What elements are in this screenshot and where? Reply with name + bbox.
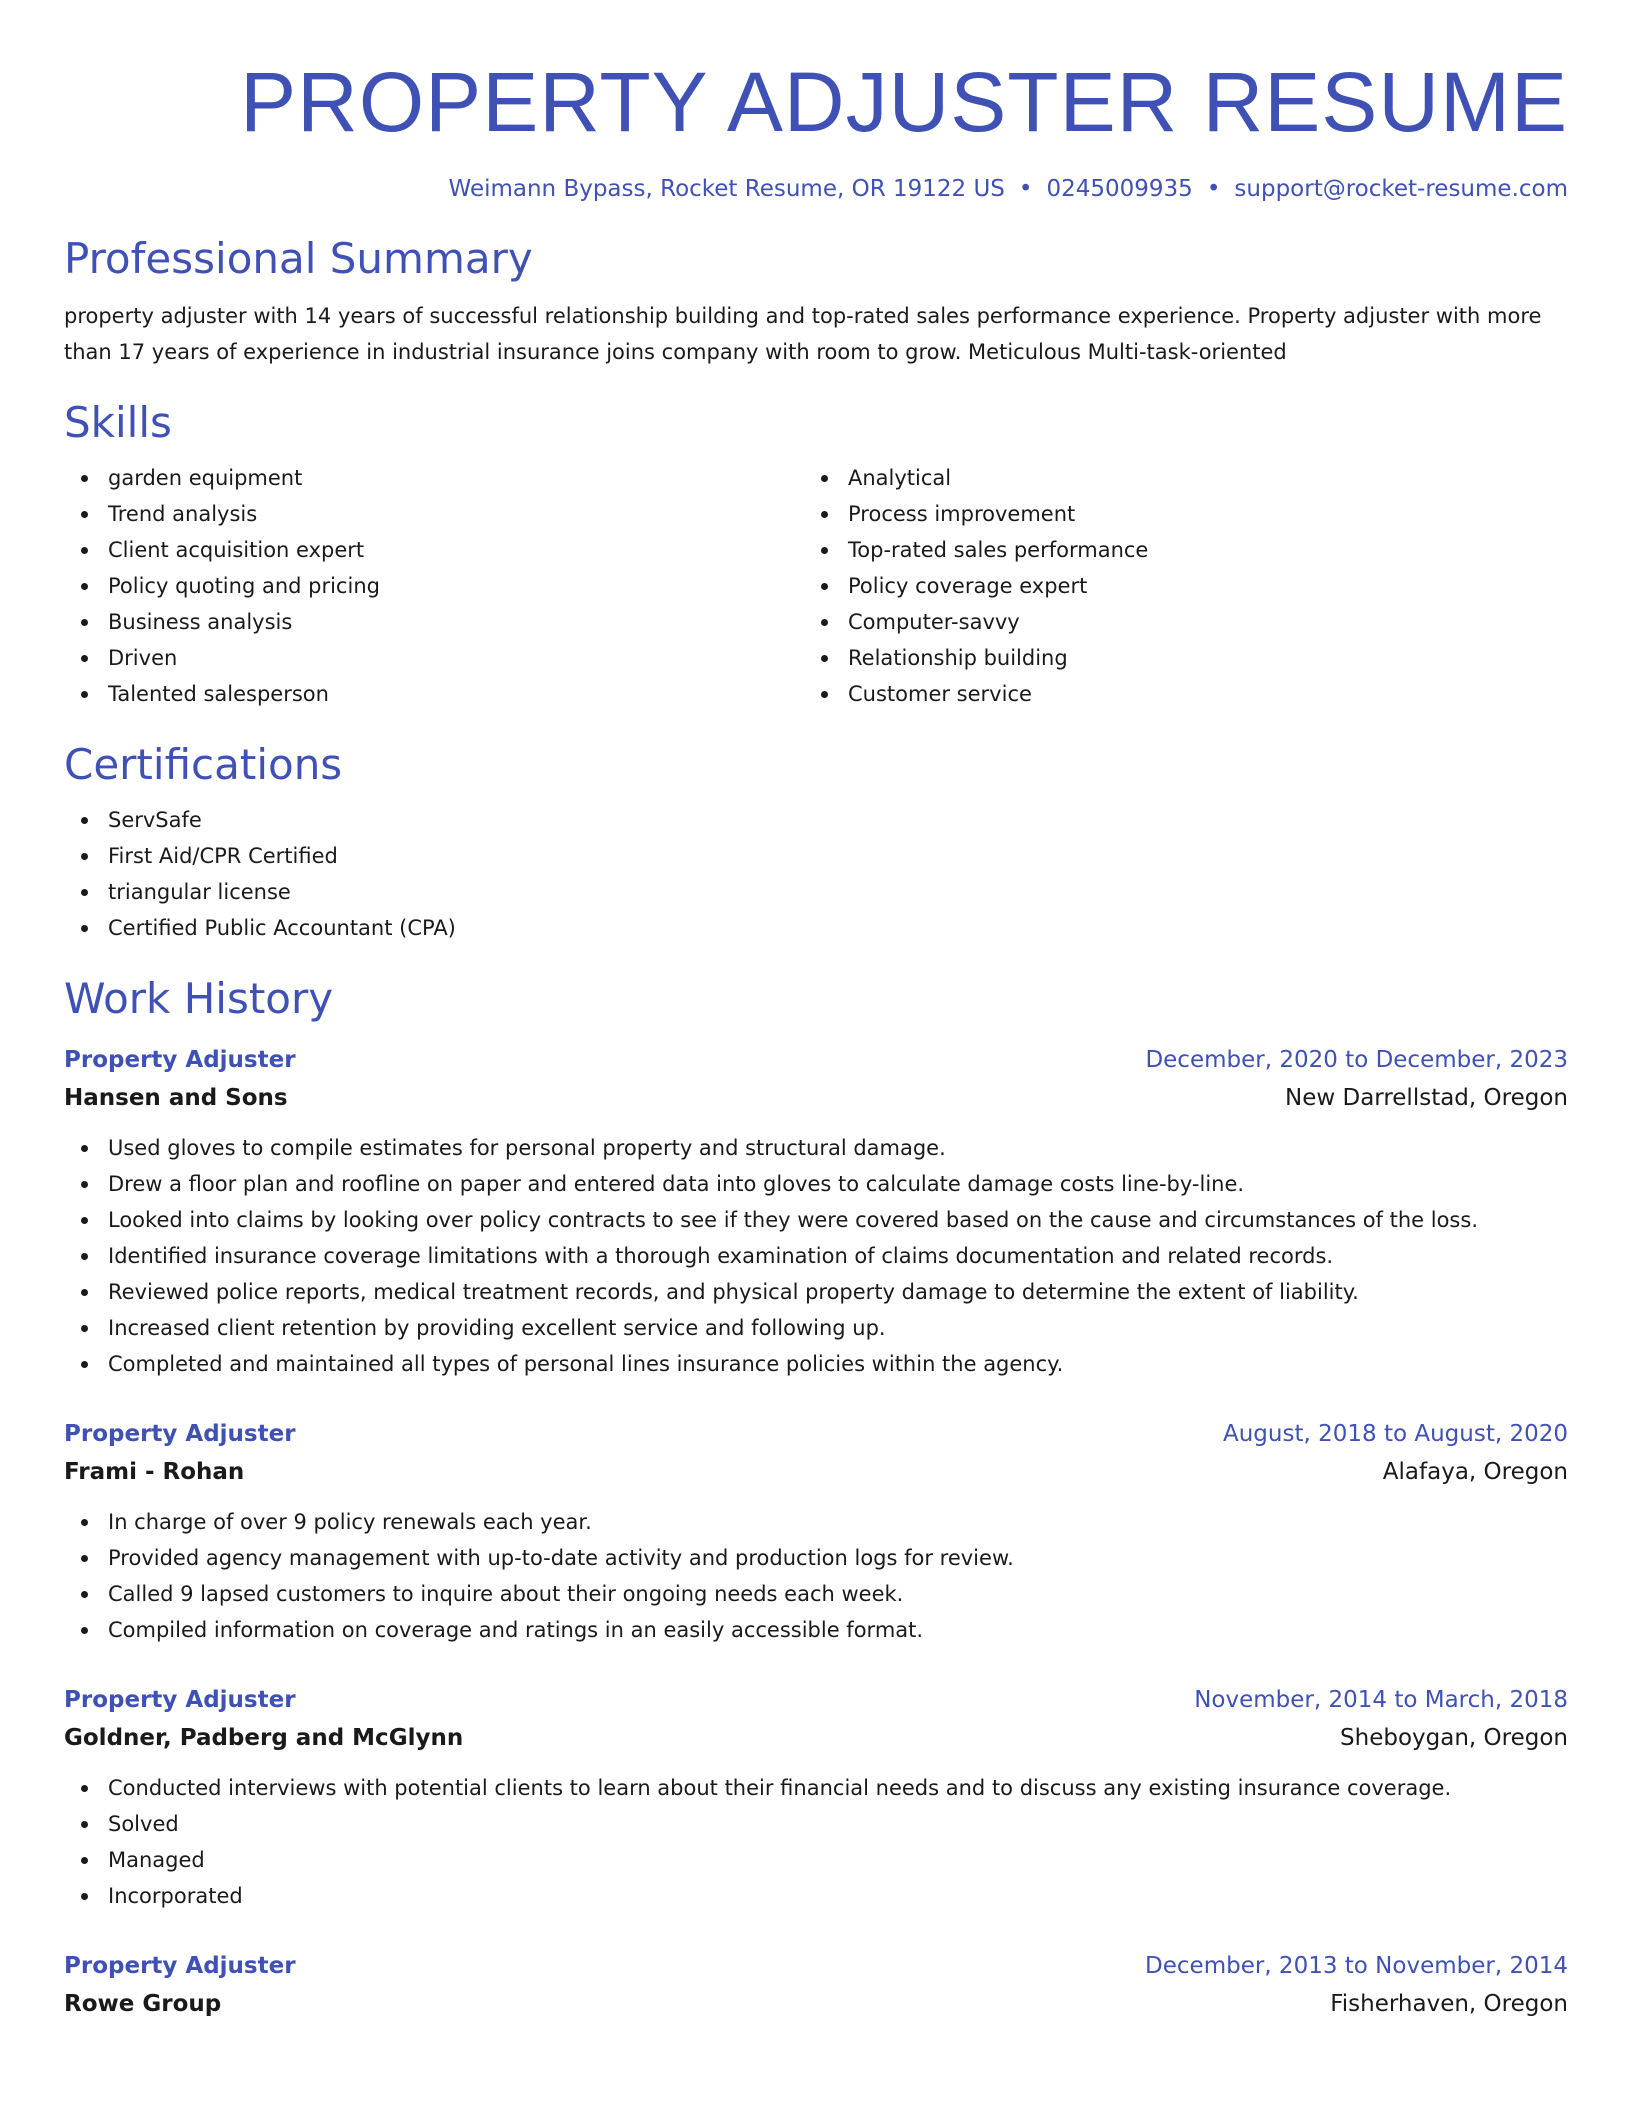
job-dates: August, 2018 to August, 2020 bbox=[1223, 1421, 1568, 1447]
skill-item: garden equipment bbox=[64, 460, 804, 496]
job-subheader bbox=[64, 1452, 1568, 1492]
summary-text: property adjuster with 14 years of successful relationship building and top-rated sales performance experience. Property adjuster with more than 17 years of experience in industrial insurance joins company with room to grow. Meticulous Multi-task-oriented bbox=[64, 304, 1542, 364]
job-bullets bbox=[64, 1770, 1568, 1914]
skill-item: Client acquisition expert bbox=[64, 532, 804, 568]
skill-item: Analytical bbox=[804, 460, 1544, 496]
contact-email[interactable]: support@rocket-resume.com bbox=[1234, 176, 1568, 202]
job-bullet: Drew a floor plan and roofline on paper and entered data into gloves to calculate damage costs line-by-line. bbox=[64, 1166, 1568, 1202]
job-bullet: Conducted interviews with potential clients to learn about their financial needs and to discuss any existing insurance coverage. bbox=[64, 1770, 1568, 1806]
job-dates: November, 2014 to March, 2018 bbox=[1194, 1687, 1568, 1713]
contact-line bbox=[64, 174, 1568, 204]
certification-item: triangular license bbox=[64, 874, 1568, 910]
skill-item: Business analysis bbox=[64, 604, 804, 640]
job-header bbox=[64, 1682, 1568, 1718]
job-entry bbox=[64, 1416, 1568, 1648]
job-bullet: Incorporated bbox=[64, 1878, 1568, 1914]
contact-address: Weimann Bypass, Rocket Resume, OR 19122 US bbox=[448, 176, 1005, 202]
skills-section bbox=[64, 398, 1568, 712]
job-bullet: Solved bbox=[64, 1806, 1568, 1842]
job-bullet: Called 9 lapsed customers to inquire about their ongoing needs each week. bbox=[64, 1576, 1568, 1612]
certifications-section bbox=[64, 740, 1568, 946]
job-bullet: Identified insurance coverage limitations with a thorough examination of claims documentation and related records. bbox=[64, 1238, 1568, 1274]
job-bullets bbox=[64, 1130, 1568, 1382]
job-header bbox=[64, 1948, 1568, 1984]
skill-item: Driven bbox=[64, 640, 804, 676]
job-company: Rowe Group bbox=[64, 1991, 222, 2017]
job-bullet: Increased client retention by providing excellent service and following up. bbox=[64, 1310, 1568, 1346]
job-subheader bbox=[64, 1078, 1568, 1118]
certification-item: Certified Public Accountant (CPA) bbox=[64, 910, 1568, 946]
job-company: Goldner, Padberg and McGlynn bbox=[64, 1725, 464, 1751]
job-bullet: In charge of over 9 policy renewals each year. bbox=[64, 1504, 1568, 1540]
job-dates: December, 2020 to December, 2023 bbox=[1145, 1047, 1568, 1073]
job-bullet: Provided agency management with up-to-date activity and production logs for review. bbox=[64, 1540, 1568, 1576]
skills-list-right bbox=[804, 460, 1544, 712]
skill-item: Policy coverage expert bbox=[804, 568, 1544, 604]
job-bullet: Looked into claims by looking over policy contracts to see if they were covered based on the cause and circumstances of the loss. bbox=[64, 1202, 1568, 1238]
job-title: Property Adjuster bbox=[64, 1687, 296, 1713]
resume-header bbox=[64, 56, 1568, 204]
job-entry bbox=[64, 1948, 1568, 2024]
job-dates: December, 2013 to November, 2014 bbox=[1145, 1953, 1568, 1979]
job-entry bbox=[64, 1682, 1568, 1914]
certifications-heading: Certifications bbox=[64, 740, 343, 789]
job-location: New Darrellstad, Oregon bbox=[1285, 1085, 1568, 1111]
job-location: Alafaya, Oregon bbox=[1382, 1459, 1568, 1485]
certification-item: First Aid/CPR Certified bbox=[64, 838, 1568, 874]
job-header bbox=[64, 1042, 1568, 1078]
skill-item: Trend analysis bbox=[64, 496, 804, 532]
job-title: Property Adjuster bbox=[64, 1047, 296, 1073]
skill-item: Process improvement bbox=[804, 496, 1544, 532]
job-bullet: Managed bbox=[64, 1842, 1568, 1878]
job-bullet: Used gloves to compile estimates for personal property and structural damage. bbox=[64, 1130, 1568, 1166]
job-entry bbox=[64, 1042, 1568, 1382]
job-title: Property Adjuster bbox=[64, 1953, 296, 1979]
job-bullet: Reviewed police reports, medical treatment records, and physical property damage to determine the extent of liability. bbox=[64, 1274, 1568, 1310]
resume-title: PROPERTY ADJUSTER RESUME bbox=[240, 55, 1568, 149]
contact-separator: • bbox=[1206, 176, 1221, 202]
skill-item: Computer-savvy bbox=[804, 604, 1544, 640]
job-location: Sheboygan, Oregon bbox=[1340, 1725, 1568, 1751]
skills-heading: Skills bbox=[64, 398, 172, 447]
job-bullet: Completed and maintained all types of personal lines insurance policies within the agency. bbox=[64, 1346, 1568, 1382]
contact-phone: 0245009935 bbox=[1046, 176, 1193, 202]
skill-item: Customer service bbox=[804, 676, 1544, 712]
job-location: Fisherhaven, Oregon bbox=[1330, 1991, 1568, 2017]
work-history-heading: Work History bbox=[64, 974, 334, 1023]
skills-list-left bbox=[64, 460, 804, 712]
job-title: Property Adjuster bbox=[64, 1421, 296, 1447]
skill-item: Relationship building bbox=[804, 640, 1544, 676]
work-history-section bbox=[64, 974, 1568, 2024]
job-company: Frami - Rohan bbox=[64, 1459, 245, 1485]
skill-item: Policy quoting and pricing bbox=[64, 568, 804, 604]
job-header bbox=[64, 1416, 1568, 1452]
summary-heading: Professional Summary bbox=[64, 234, 533, 283]
summary-section bbox=[64, 234, 1568, 370]
job-subheader bbox=[64, 1718, 1568, 1758]
skills-grid bbox=[64, 460, 1568, 712]
job-bullet: Compiled information on coverage and ratings in an easily accessible format. bbox=[64, 1612, 1568, 1648]
job-subheader bbox=[64, 1984, 1568, 2024]
job-company: Hansen and Sons bbox=[64, 1085, 288, 1111]
certification-item: ServSafe bbox=[64, 802, 1568, 838]
skill-item: Top-rated sales performance bbox=[804, 532, 1544, 568]
skill-item: Talented salesperson bbox=[64, 676, 804, 712]
contact-separator: • bbox=[1018, 176, 1033, 202]
certifications-list bbox=[64, 802, 1568, 946]
job-bullets bbox=[64, 1504, 1568, 1648]
